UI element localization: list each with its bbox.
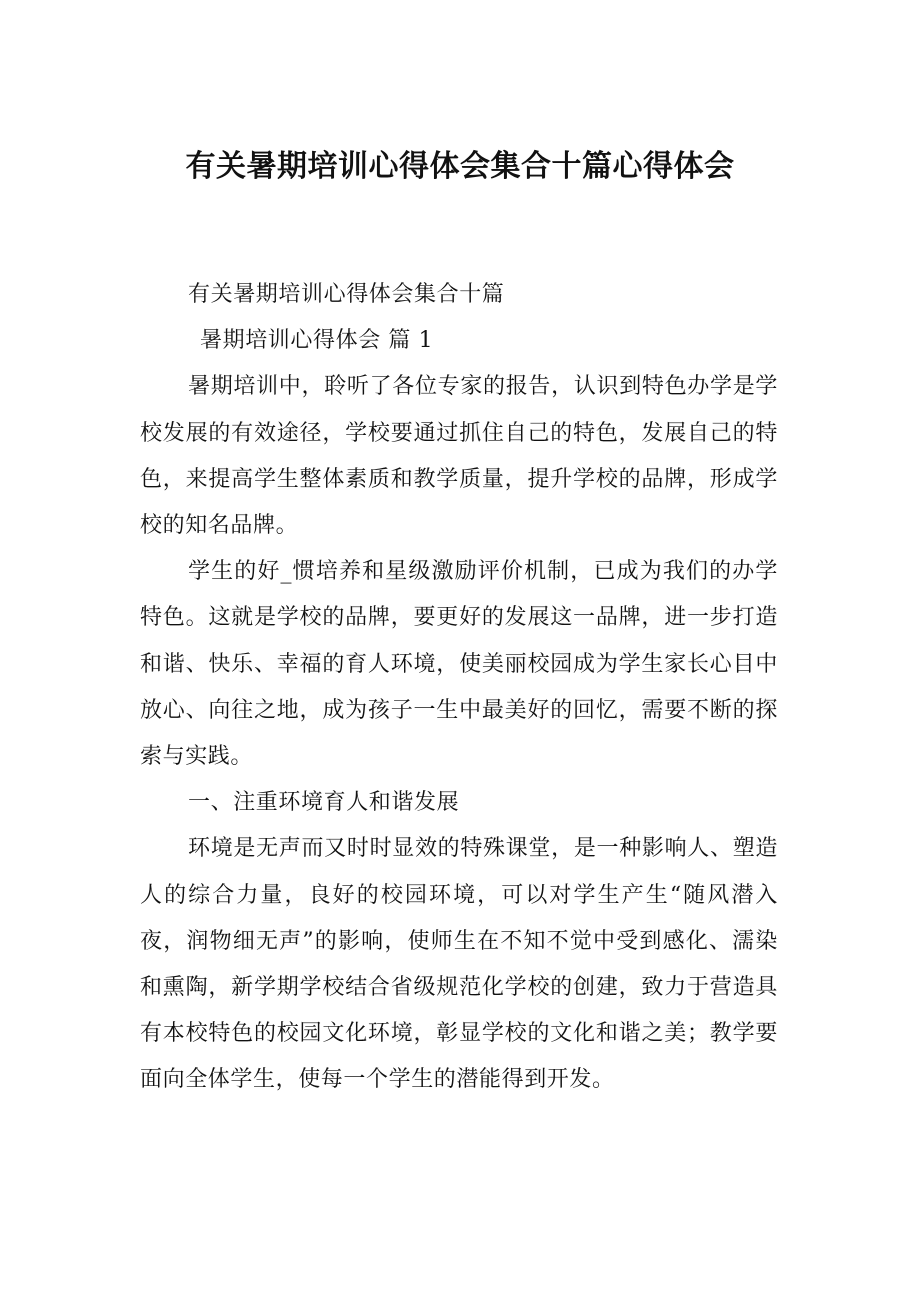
paragraph: 暑期培训中，聆听了各位专家的报告，认识到特色办学是学校发展的有效途径，学校要通过抓住自己的特色，发展自己的特色，来提高学生整体素质和教学质量，提升学校的品牌，形成学校的知名品牌。 (140, 374, 778, 539)
subheading: 一、注重环境育人和谐发展 (188, 790, 460, 816)
paragraph: 环境是无声而又时时显效的特殊课堂，是一种影响人、塑造人的综合力量，良好的校园环境，可以对学生产生“随风潜入夜，润物细无声”的影响，使师生在不知不觉中受到感化、濡染和熏陶，新学期学校结合省级规范化学校的创建，致力于营造具有本校特色的校园文化环境，彰显学校的文化和谐之美；教学要面向全体学生，使每一个学生的潜能得到开发。 (140, 836, 778, 1093)
section-heading: 暑期培训心得体会 篇 1 (200, 328, 434, 354)
intro-line: 有关暑期培训心得体会集合十篇 (188, 282, 505, 307)
document-title: 有关暑期培训心得体会集合十篇心得体会 (185, 149, 735, 184)
document-body (140, 272, 778, 1104)
paragraph: 学生的好_惯培养和星级激励评价机制，已成为我们的办学特色。这就是学校的品牌，要更好的发展这一品牌，进一步打造和谐、快乐、幸福的育人环境，使美丽校园成为学生家长心目中放心、向往之地，成为孩子一生中最美好的回忆，需要不断的探索与实践。 (140, 559, 778, 770)
